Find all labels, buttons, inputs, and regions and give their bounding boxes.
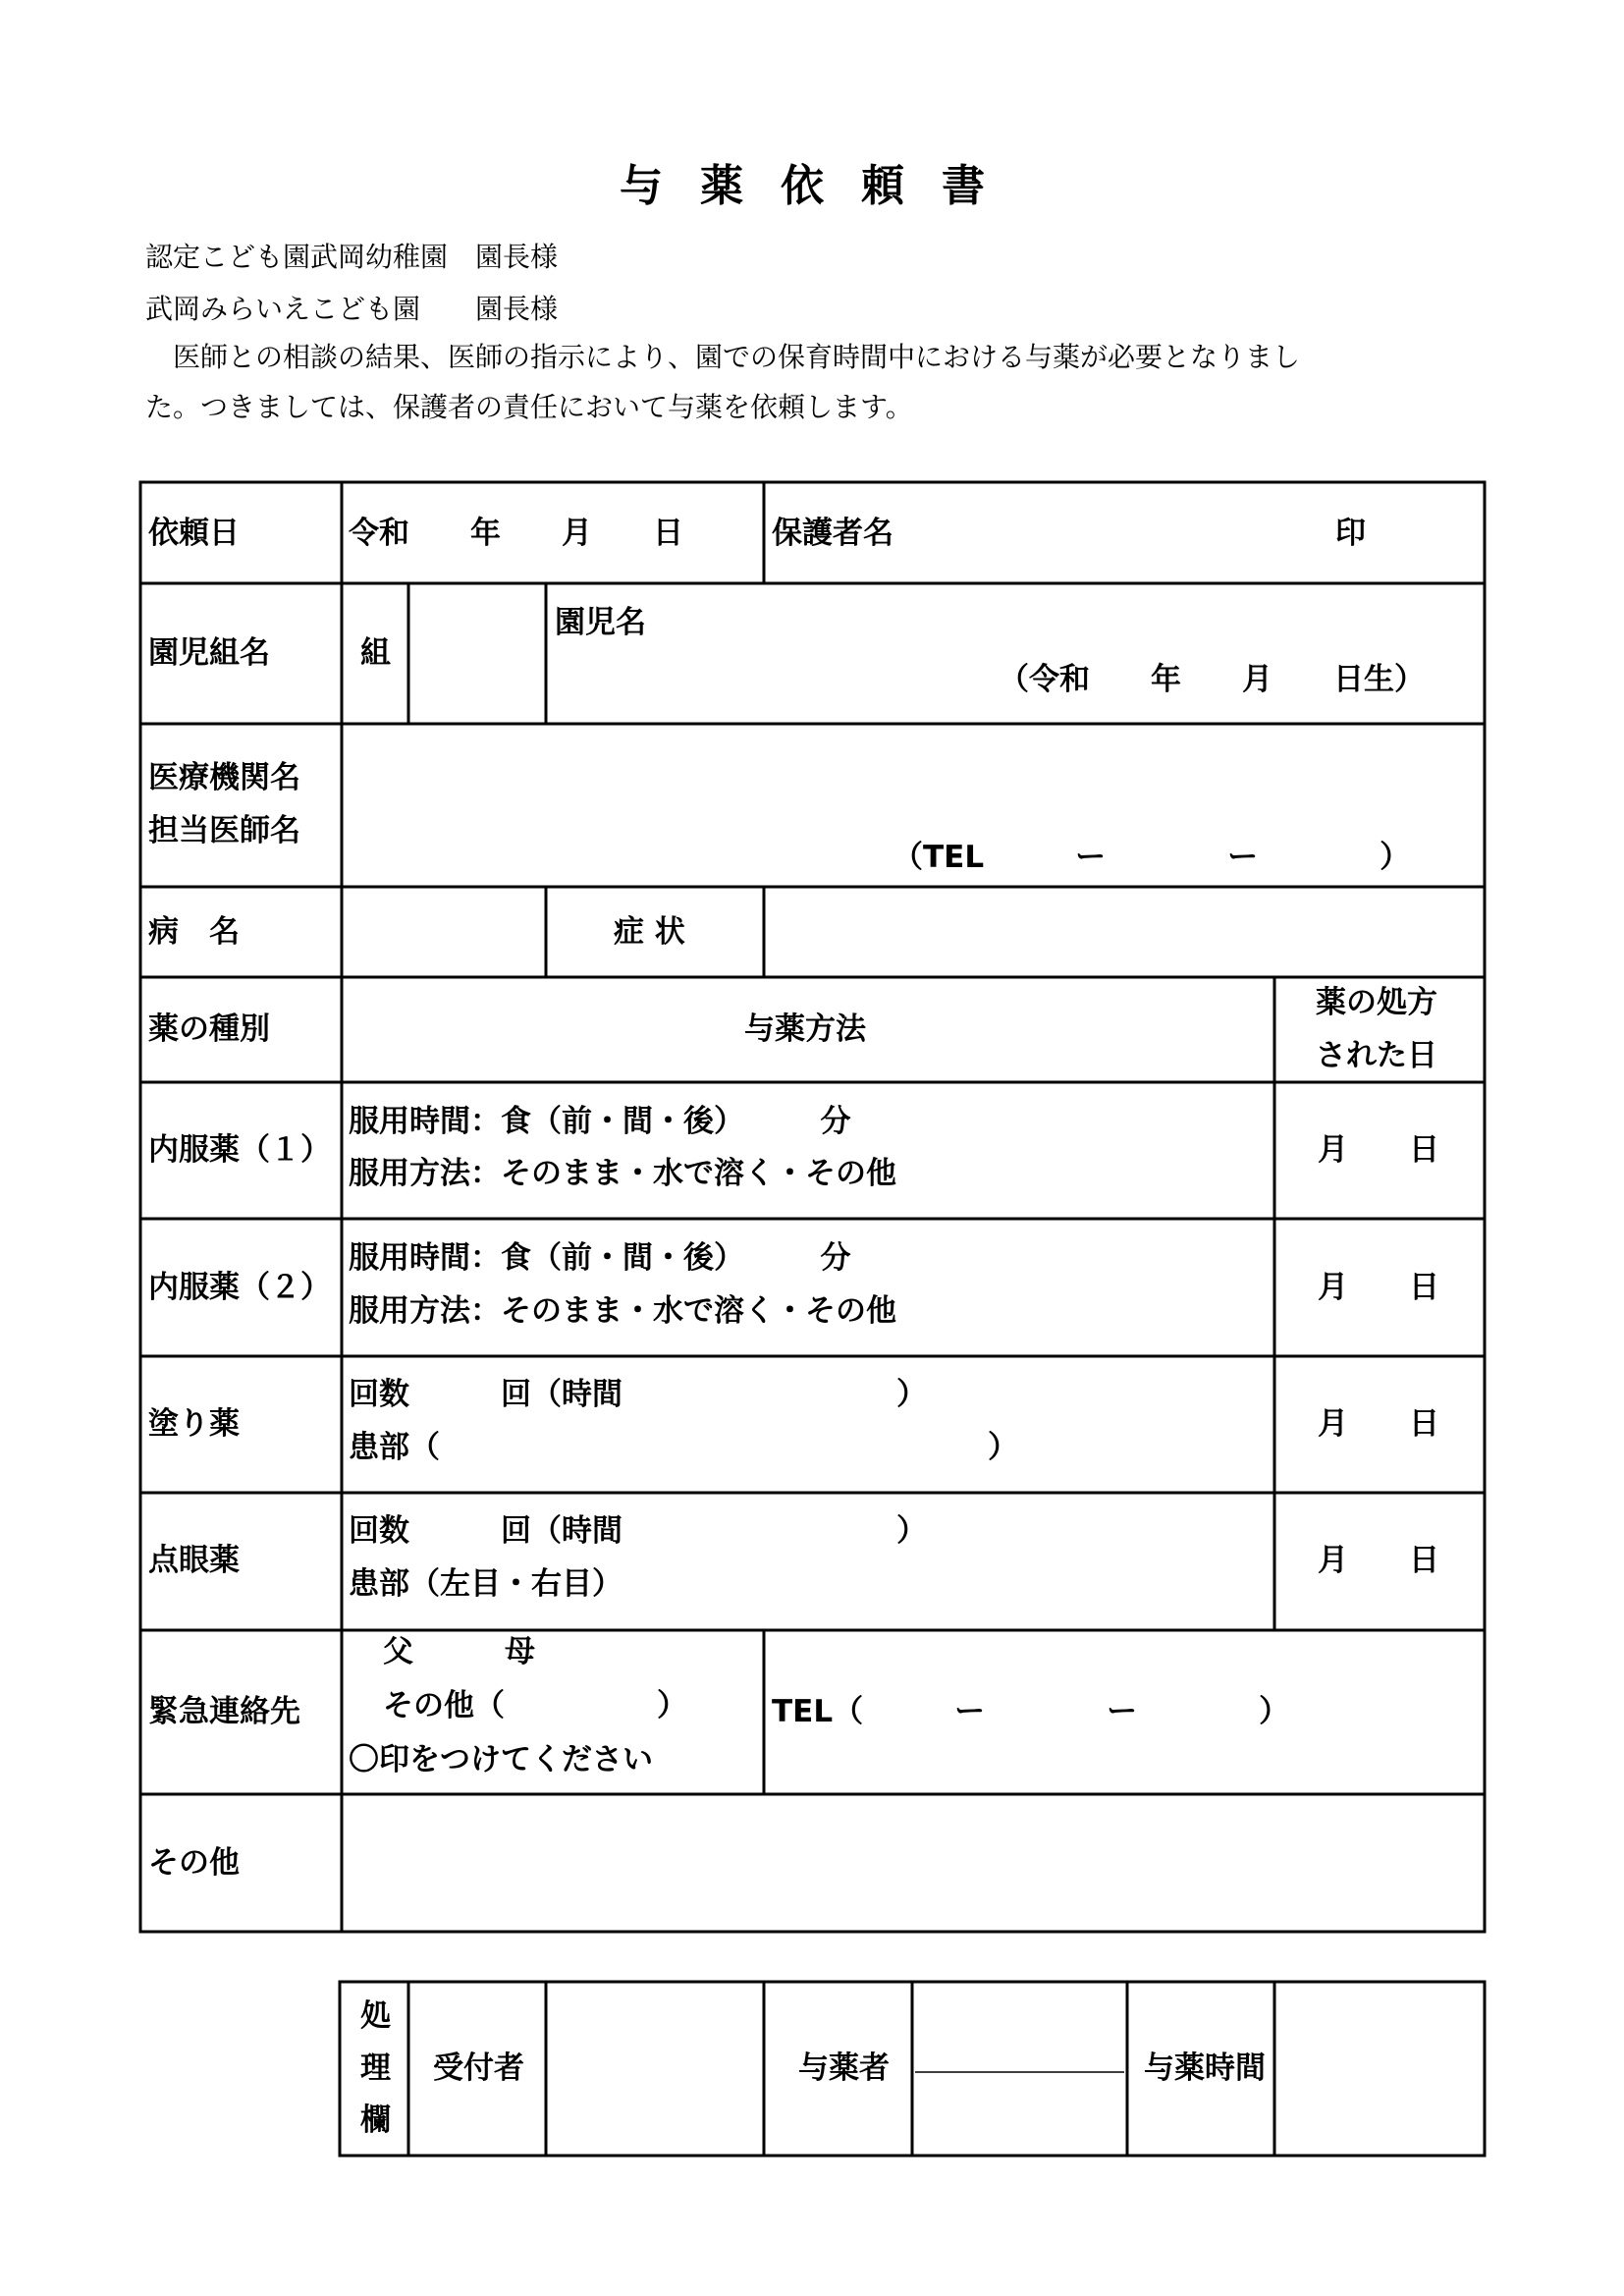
medicine-time-label: 与薬時間 [1144, 2050, 1266, 2086]
prescribed-date-header-2: された日 [1316, 1038, 1437, 1073]
emergency-parents[interactable]: 父 母 [383, 1634, 535, 1669]
medicine-type-header: 薬の種別 [148, 1011, 270, 1047]
emergency-instruction: 〇印をつけてください [349, 1742, 653, 1777]
emergency-tel[interactable]: TEL（ ー ー ） [772, 1694, 1290, 1729]
class-kumi-label: 組 [360, 635, 391, 671]
recipient-2: 武岡みらいえこども園 園長様 [145, 293, 559, 325]
page-title: 与薬依頼書 [620, 161, 1022, 211]
prescribed-date-header-1: 薬の処方 [1316, 985, 1437, 1020]
internal-2-time[interactable]: 服用時間：食（前・間・後） 分 [349, 1240, 851, 1276]
class-name-label: 園児組名 [148, 635, 270, 671]
processing-label-2: 理 [360, 2050, 391, 2086]
request-date-value[interactable]: 令和 年 月 日 [349, 516, 683, 551]
eyedrop-label: 点眼薬 [148, 1543, 240, 1578]
recipient-1: 認定こども園武岡幼稚園 園長様 [145, 241, 559, 273]
emergency-other[interactable]: その他（ ） [383, 1688, 687, 1723]
child-birth-field[interactable]: （令和 年 月 日生） [999, 662, 1425, 697]
internal-medicine-1-label: 内服薬（１） [148, 1132, 331, 1168]
request-date-label: 依頼日 [148, 516, 240, 551]
eyedrop-area[interactable]: 患部（左目・右目） [349, 1566, 623, 1602]
internal-medicine-2-label: 内服薬（２） [148, 1270, 331, 1305]
intro-line-1: 医師との相談の結果、医師の指示により、園での保育時間中における与薬が必要となりまし [145, 341, 1301, 373]
eyedrop-count[interactable]: 回数 回（時間 ） [349, 1513, 927, 1549]
symptom-label: 症 状 [614, 914, 685, 950]
processing-label-1: 処 [360, 1998, 391, 2034]
guardian-name-label: 保護者名 [772, 516, 893, 551]
medical-tel-field[interactable]: （TEL ー ー ） [893, 840, 1411, 875]
ointment-date[interactable]: 月 日 [1318, 1406, 1439, 1442]
emergency-contact-label: 緊急連絡先 [148, 1694, 300, 1729]
medical-institution-label: 医療機関名 [148, 760, 300, 795]
ointment-label: 塗り薬 [148, 1406, 240, 1442]
medicine-giver-label: 与薬者 [798, 2050, 890, 2086]
internal-1-time[interactable]: 服用時間：食（前・間・後） 分 [349, 1104, 851, 1139]
internal-2-method[interactable]: 服用方法：そのまま・水で溶く・その他 [349, 1293, 896, 1329]
ointment-count[interactable]: 回数 回（時間 ） [349, 1377, 927, 1412]
intro-line-2: た。つきましては、保護者の責任において与薬を依頼します。 [145, 391, 913, 423]
guardian-seal: 印 [1335, 516, 1366, 551]
internal-2-date[interactable]: 月 日 [1318, 1270, 1439, 1305]
receiver-label: 受付者 [433, 2050, 524, 2086]
other-label: その他 [148, 1845, 240, 1881]
medicine-method-header: 与薬方法 [744, 1011, 866, 1047]
eyedrop-date[interactable]: 月 日 [1318, 1543, 1439, 1578]
ointment-area[interactable]: 患部（ ） [349, 1430, 1018, 1465]
doctor-name-label: 担当医師名 [148, 813, 300, 848]
child-name-label: 園児名 [555, 605, 646, 640]
internal-1-method[interactable]: 服用方法：そのまま・水で溶く・その他 [349, 1156, 896, 1191]
internal-1-date[interactable]: 月 日 [1318, 1132, 1439, 1168]
processing-label-3: 欄 [360, 2103, 391, 2138]
disease-label: 病 名 [148, 914, 240, 950]
